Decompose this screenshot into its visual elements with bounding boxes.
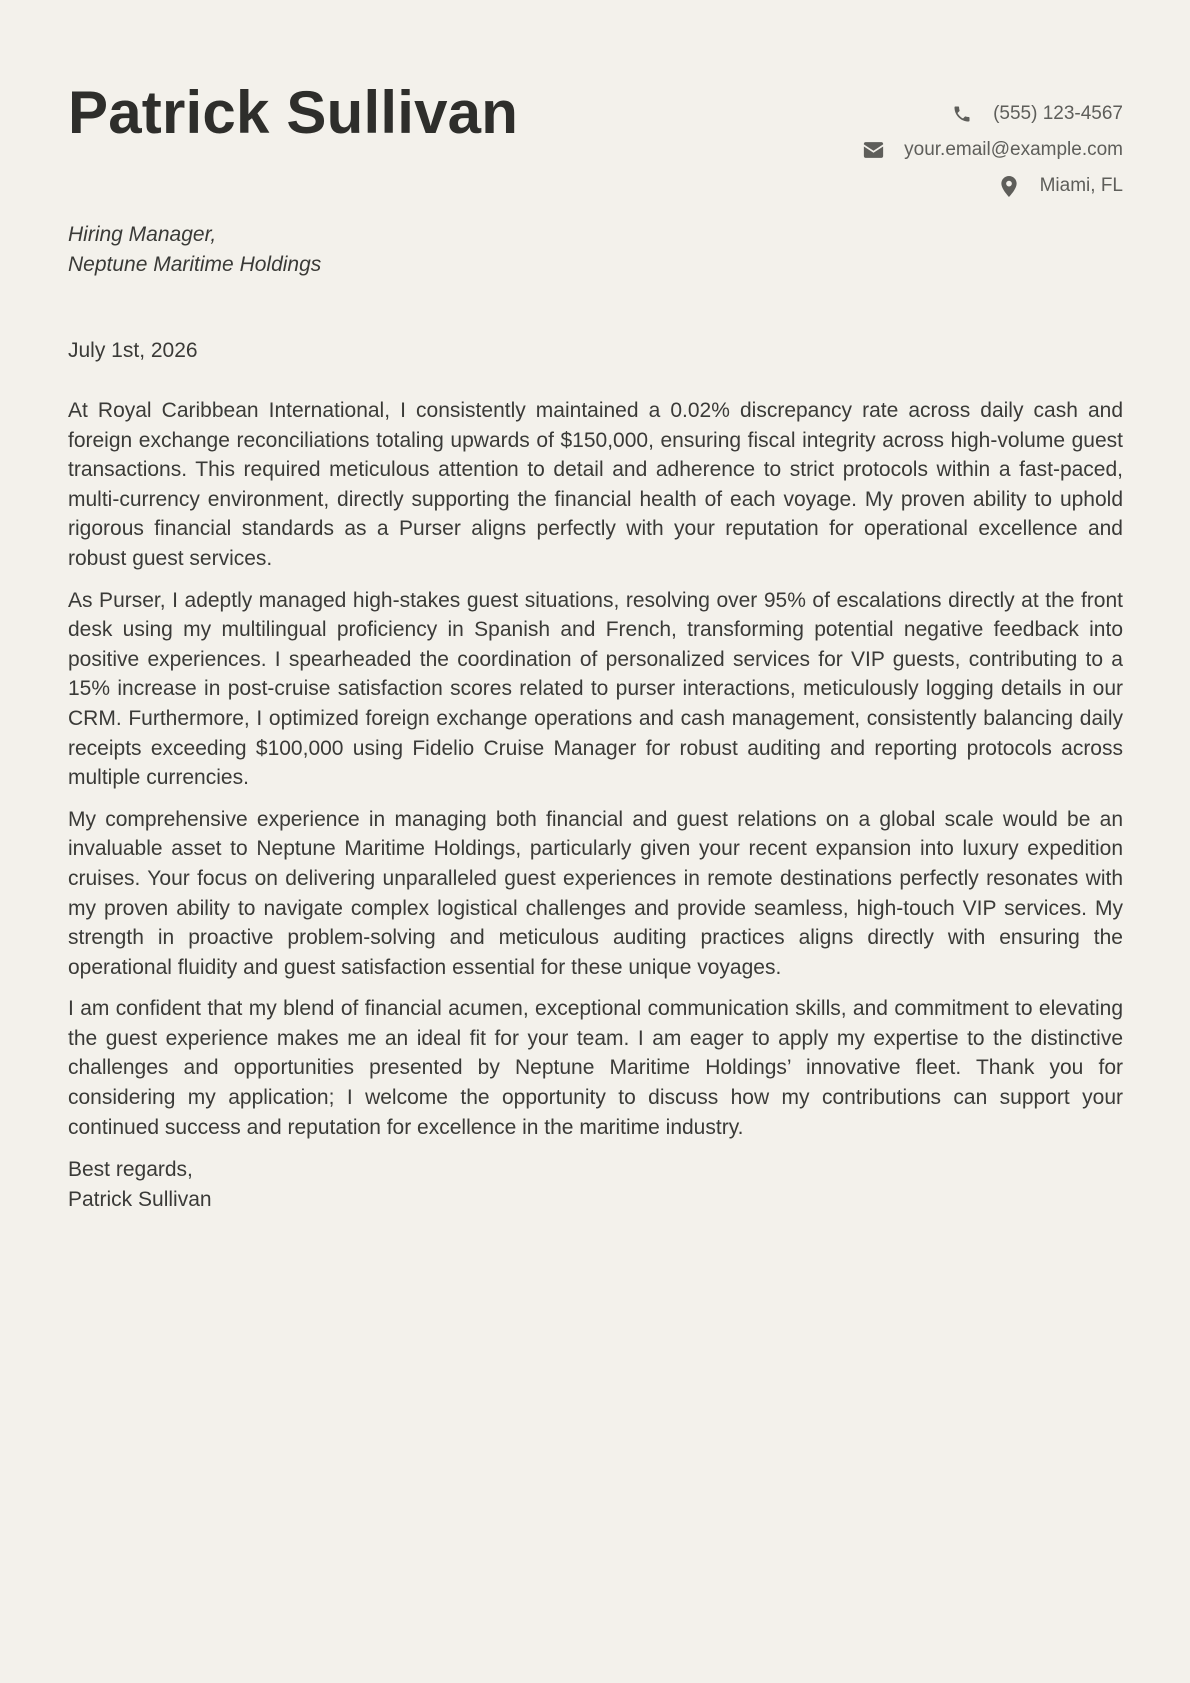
body-paragraph: At Royal Caribbean International, I consistently maintained a 0.02% discrepancy rate across daily cash and foreign exchange reconciliations totaling upwards of $150,000, ensuring fiscal integrity across high-volume guest transactions. This required meticulous attention to detail and adherence to strict protocols within a fast-paced, multi-currency environment, directly supporting the financial health of each voyage. My proven ability to uphold rigorous financial standards as a Purser aligns perfectly with your reputation for operational excellence and robust guest services. <box>68 399 1123 570</box>
letter-closing <box>68 1155 212 1215</box>
recipient-block <box>68 220 321 280</box>
contact-email: your.email@example.com <box>904 139 1123 160</box>
body-paragraph: I am confident that my blend of financial acumen, exceptional communication skills, and commitment to elevating the guest experience makes me an ideal fit for your team. I am eager to apply my expertise to the distinctive challenges and opportunities presented by Neptune Maritime Holdings’ innovative fleet. Thank you for considering my application; I welcome the opportunity to discuss how my contributions can support your continued success and reputation for excellence in the maritime industry. <box>68 997 1123 1139</box>
contact-phone-row <box>703 96 1123 132</box>
letter-header <box>68 0 1123 210</box>
closing-signature: Patrick Sullivan <box>68 1188 212 1211</box>
map-pin-icon <box>998 175 1020 197</box>
closing-salutation: Best regards, <box>68 1158 193 1181</box>
recipient-title: Hiring Manager, <box>68 223 217 246</box>
contact-phone: (555) 123-4567 <box>993 103 1123 124</box>
contact-location: Miami, FL <box>1039 175 1123 196</box>
contact-email-row <box>703 132 1123 168</box>
recipient-company: Neptune Maritime Holdings <box>68 253 322 276</box>
body-paragraph: As Purser, I adeptly managed high-stakes guest situations, resolving over 95% of escalations directly at the front desk using my multilingual proficiency in Spanish and French, transforming potential negative feedback into positive experiences. I spearheaded the coordination of personalized services for VIP guests, contributing to a 15% increase in post-cruise satisfaction scores related to purser interactions, meticulously logging details in our CRM. Furthermore, I optimized foreign exchange operations and cash management, consistently balancing daily receipts exceeding $100,000 using Fidelio Cruise Manager for robust auditing and reporting protocols across multiple currencies. <box>68 588 1123 790</box>
cover-letter-page <box>68 0 1123 1683</box>
contact-info <box>703 96 1123 204</box>
letter-body <box>68 396 1123 1154</box>
body-paragraph: My comprehensive experience in managing both financial and guest relations on a global scale would be an invaluable asset to Neptune Maritime Holdings, particularly given your recent expansion into luxury expedition cruises. Your focus on delivering unparalleled guest experiences in remote destinations perfectly resonates with my proven ability to navigate complex logistical challenges and provide seamless, high-touch VIP services. My strength in proactive problem-solving and meticulous auditing practices aligns directly with ensuring the operational fluidity and guest satisfaction essential for these unique voyages. <box>68 807 1123 979</box>
phone-icon <box>951 103 973 125</box>
envelope-icon <box>862 139 884 161</box>
applicant-name: Patrick Sullivan <box>68 79 519 146</box>
letter-date: July 1st, 2026 <box>68 339 198 362</box>
contact-location-row <box>703 168 1123 204</box>
